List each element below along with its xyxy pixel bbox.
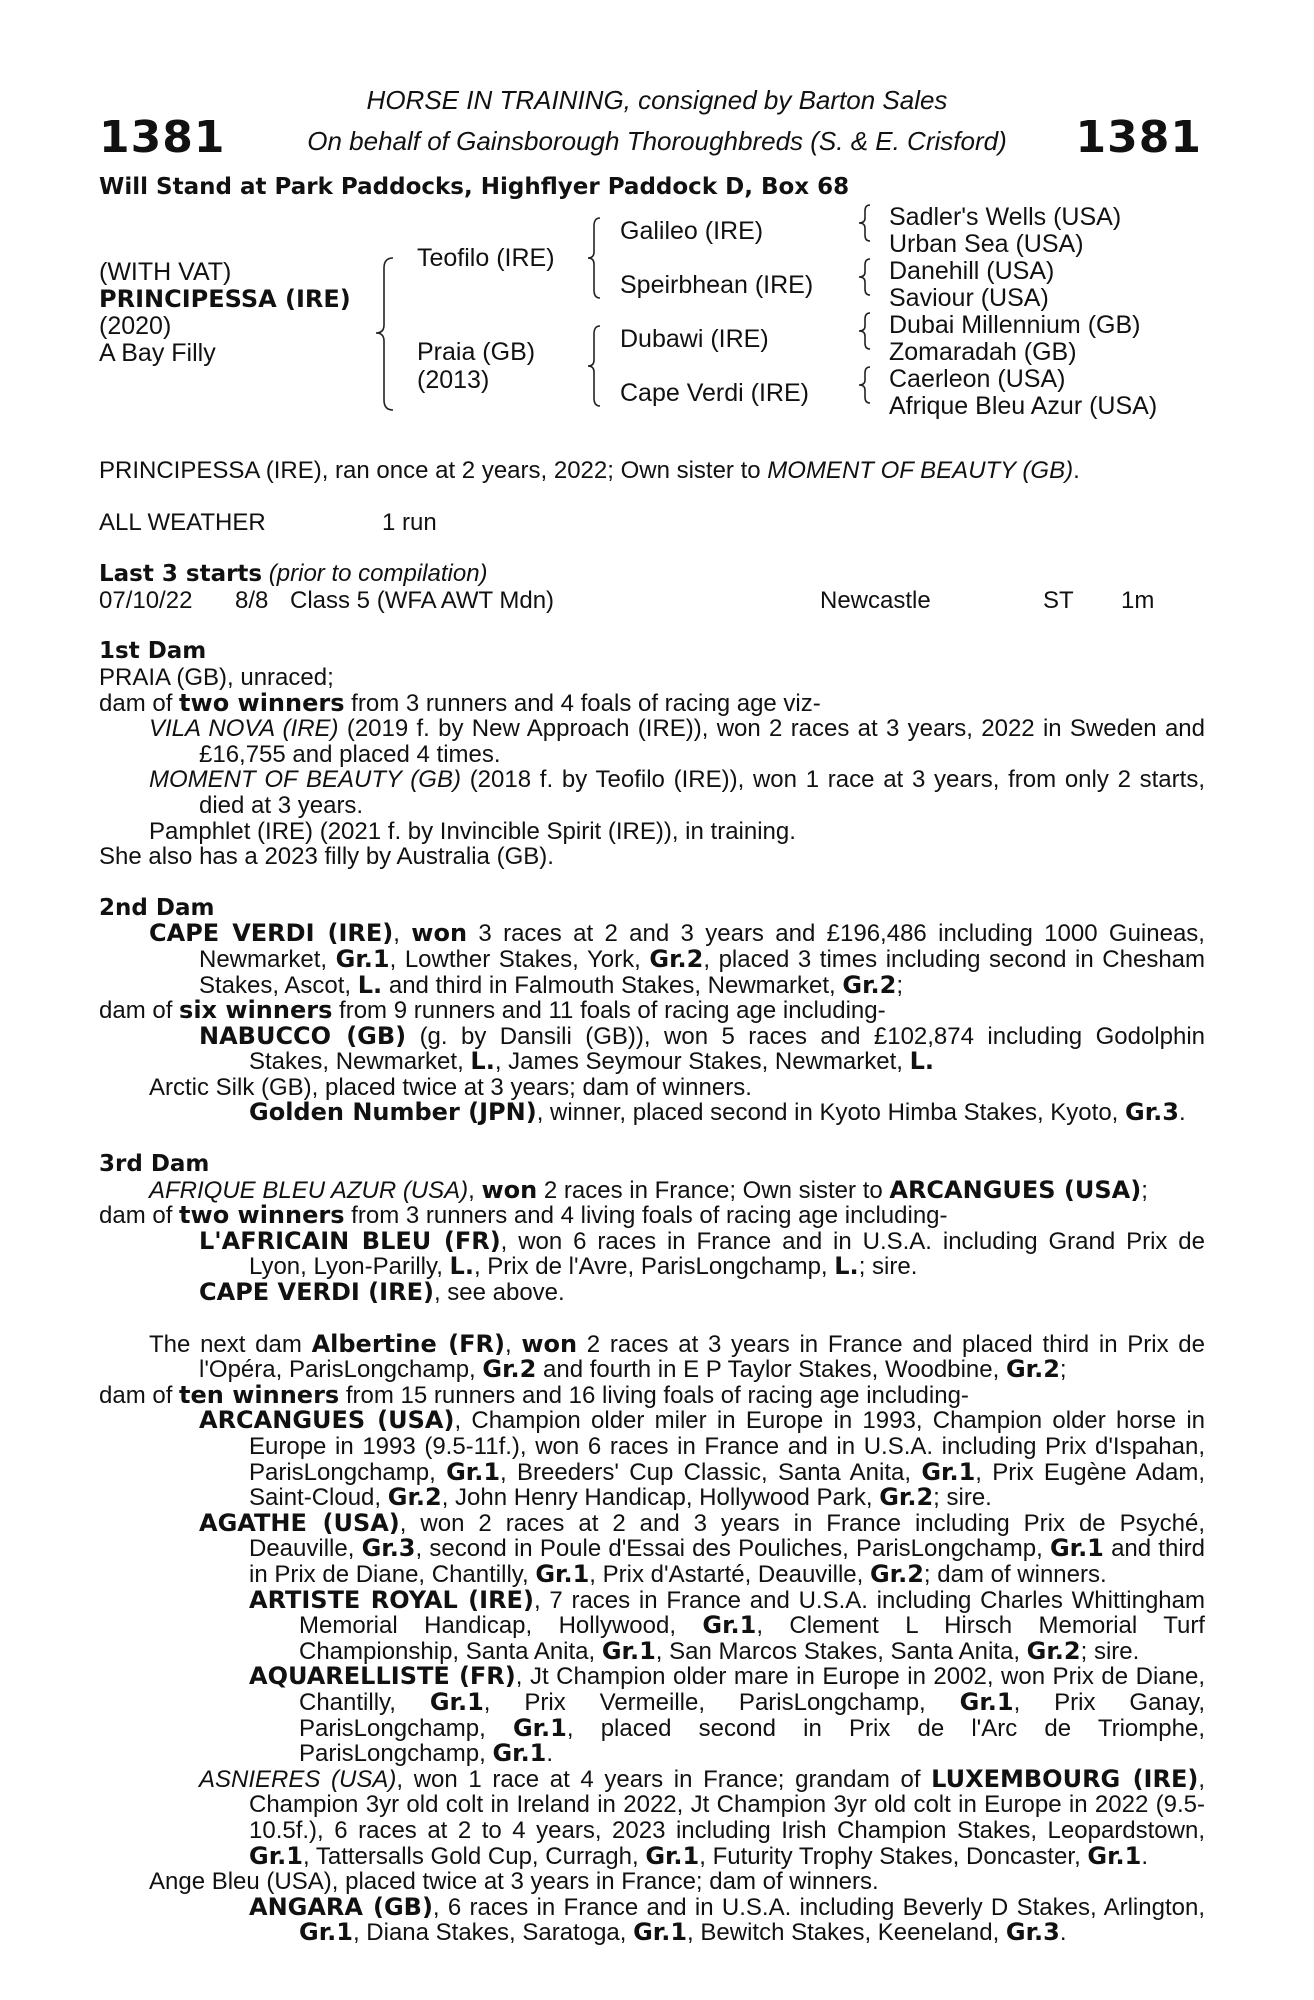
dam-name: Praia (GB) — [417, 338, 536, 366]
produce-aquarelliste: AQUARELLISTE (FR), Jt Champion older mare in Europe in 2002, won Prix de Diane, Chantilly, Gr.1, Prix Vermeille, ParisLongchamp, Gr.1, Prix Ganay, ParisLongchamp, Gr.1, placed second in Prix de l'Arc de Triomphe, ParisLongchamp, Gr.1. — [249, 1662, 1206, 1768]
next-dam-albertine: The next dam Albertine (FR), won 2 races at 3 years in France and placed third in Prix de l'Opéra, ParisLongchamp, Gr.2 and fourth in E P Taylor Stakes, Woodbine, Gr.2; — [149, 1329, 1205, 1384]
third-dam-produce: dam of two winners from 3 runners and 4 living foals of racing age including- — [99, 1201, 948, 1230]
first-dam-also: She also has a 2023 filly by Australia (GB). — [99, 843, 554, 871]
pedigree-gen2-1: Galileo (IRE) — [620, 217, 764, 245]
third-dam-afrique: AFRIQUE BLEU AZUR (USA), won 2 races in France; Own sister to ARCANGUES (USA); — [149, 1175, 1148, 1204]
third-dam-heading: 3rd Dam — [99, 1151, 210, 1178]
produce-asnieres: ASNIERES (USA), won 1 race at 4 years in France; grandam of LUXEMBOURG (IRE), Champion 3yr old colt in Ireland in 2022, Jt Champion 3yr old colt in Europe in 2022 (9.5-10.5f.), 6 races at 2 to 4 years, 2023 including Irish Champion Stakes, Leopardstown, Gr.1, Tattersalls Gold Cup, Curragh, Gr.1, Futurity Trophy Stakes, Doncaster, Gr.1. — [199, 1764, 1206, 1870]
pedigree-gen3-8: Afrique Bleu Azur (USA) — [889, 392, 1158, 420]
race-row: 07/10/22 8/8 Class 5 (WFA AWT Mdn) Newcastle ST 1m — [99, 586, 1155, 614]
horse-description: A Bay Filly — [99, 339, 216, 367]
pedigree-gen2-2: Speirbhean (IRE) — [620, 271, 814, 299]
brace-gen1 — [376, 258, 393, 410]
first-dam-line: PRAIA (GB), unraced; — [99, 663, 334, 691]
produce-agathe: AGATHE (USA), won 2 races at 2 and 3 years in France including Prix de Psyché, Deauville, Gr.3, second in Poule d'Essai des Pouliches, ParisLongchamp, Gr.1 and third in Prix de Diane, Chantilly, Gr.1, Prix d'Astarté, Deauville, Gr.2; dam of winners. — [199, 1508, 1205, 1588]
horse-name: PRINCIPESSA (IRE) — [99, 285, 351, 313]
produce-lafricain-bleu: L'AFRICAIN BLEU (FR), won 6 races in France and in U.S.A. including Grand Prix de Lyon, Lyon-Parilly, L., Prix de l'Avre, ParisLongchamp, L.; sire. — [199, 1226, 1205, 1281]
next-dam-produce: dam of ten winners from 15 runners and 16 living foals of racing age including- — [99, 1380, 969, 1409]
produce-arcangues: ARCANGUES (USA), Champion older miler in Europe in 1993, Champion older horse in Europe in 1993 (9.5-11f.), won 6 races in France and in U.S.A. including Prix d'Ispahan, ParisLongchamp, Gr.1, Breeders' Cup Classic, Santa Anita, Gr.1, Prix Eugène Adam, Saint-Cloud, Gr.2, John Henry Handicap, Hollywood Park, Gr.2; sire. — [199, 1406, 1205, 1512]
second-dam-produce: dam of six winners from 9 runners and 11 foals of racing age including- — [99, 996, 886, 1025]
produce-pamphlet: Pamphlet (IRE) (2021 f. by Invincible Spirit (IRE)), in training. — [149, 817, 796, 845]
pedigree-gen3-5: Dubai Millennium (GB) — [889, 311, 1141, 339]
produce-moment-of-beauty: MOMENT OF BEAUTY (GB) (2018 f. by Teofilo (IRE)), won 1 race at 3 years, from only 2 starts, died at 3 years. — [149, 766, 1205, 819]
pedigree-gen3-7: Caerleon (USA) — [889, 365, 1066, 393]
stand-location: Will Stand at Park Paddocks, Highflyer Paddock D, Box 68 — [99, 174, 850, 200]
pedigree-gen2-4: Cape Verdi (IRE) — [620, 379, 809, 407]
brace-g3-4 — [859, 367, 870, 403]
dam-year: (2013) — [417, 366, 490, 394]
first-dam-produce: dam of two winners from 3 runners and 4 foals of racing age viz- — [99, 688, 821, 717]
brace-g3-1 — [859, 205, 870, 241]
surface-record: ALL WEATHER 1 run — [99, 508, 437, 536]
second-dam-heading: 2nd Dam — [99, 894, 215, 921]
own-sister-name: MOMENT OF BEAUTY (GB) — [767, 457, 1074, 484]
brace-dam — [588, 326, 600, 406]
produce-artiste-royal: ARTISTE ROYAL (IRE), 7 races in France and U.S.A. including Charles Whittingham Memorial Handicap, Hollywood, Gr.1, Clement L Hirsch Memorial Turf Championship, Santa Anita, Gr.1, San Marcos Stakes, Santa Anita, Gr.2; sire. — [249, 1585, 1205, 1665]
horse-year: (2020) — [99, 312, 172, 340]
last-starts-heading: Last 3 starts (prior to compilation) — [99, 560, 488, 588]
pedigree-gen3-4: Saviour (USA) — [889, 284, 1049, 312]
lot-number-left: 1381 — [99, 112, 226, 163]
vat-note: (WITH VAT) — [99, 258, 232, 286]
first-dam-heading: 1st Dam — [99, 638, 207, 665]
produce-golden-number: Golden Number (JPN), winner, placed second in Kyoto Himba Stakes, Kyoto, Gr.3. — [249, 1098, 1186, 1127]
catalogue-body — [99, 458, 1205, 1946]
behalf-line: On behalf of Gainsborough Thoroughbreds (S. & E. Crisford) — [307, 126, 1007, 156]
pedigree-gen3-1: Sadler's Wells (USA) — [889, 203, 1122, 231]
pedigree-gen3-3: Danehill (USA) — [889, 257, 1055, 285]
lot-number-right: 1381 — [1075, 112, 1202, 163]
second-dam-cape-verdi: CAPE VERDI (IRE), won 3 races at 2 and 3 years and £196,486 including 1000 Guineas, Newmarket, Gr.1, Lowther Stakes, York, Gr.2, placed 3 times including second in Chesham Stakes, Ascot, L. and third in Falmouth Stakes, Newmarket, Gr.2; — [149, 919, 1206, 999]
brace-g3-3 — [859, 313, 870, 349]
brace-sire — [588, 218, 600, 298]
pedigree-braces — [0, 0, 1314, 450]
sire-name: Teofilo (IRE) — [417, 244, 555, 272]
produce-ange-bleu: Ange Bleu (USA), placed twice at 3 years in France; dam of winners. — [149, 1868, 879, 1896]
summary-line: PRINCIPESSA (IRE), ran once at 2 years, 2022; Own sister to MOMENT OF BEAUTY (GB). — [99, 457, 1080, 484]
pedigree-gen3-2: Urban Sea (USA) — [889, 230, 1084, 258]
produce-vila-nova: VILA NOVA (IRE) (2019 f. by New Approach (IRE)), won 2 races at 3 years, 2022 in Sweden and £16,755 and placed 4 times. — [149, 715, 1205, 768]
produce-arctic-silk: Arctic Silk (GB), placed twice at 3 years; dam of winners. — [149, 1073, 752, 1101]
pedigree-gen2-3: Dubawi (IRE) — [620, 325, 769, 353]
produce-angara: ANGARA (GB), 6 races in France and in U.S.A. including Beverly D Stakes, Arlington, Gr.1, Diana Stakes, Saratoga, Gr.1, Bewitch Stakes, Keeneland, Gr.3. — [249, 1892, 1205, 1947]
brace-g3-2 — [859, 259, 870, 295]
produce-nabucco: NABUCCO (GB) (g. by Dansili (GB)), won 5 races and £102,874 including Godolphin Stakes, Newmarket, L., James Seymour Stakes, Newmarket, L. — [199, 1021, 1205, 1076]
consignment-line: HORSE IN TRAINING, consigned by Barton Sales — [366, 85, 948, 115]
produce-cape-verdi: CAPE VERDI (IRE), see above. — [199, 1278, 565, 1307]
pedigree-gen3-6: Zomaradah (GB) — [889, 338, 1077, 366]
